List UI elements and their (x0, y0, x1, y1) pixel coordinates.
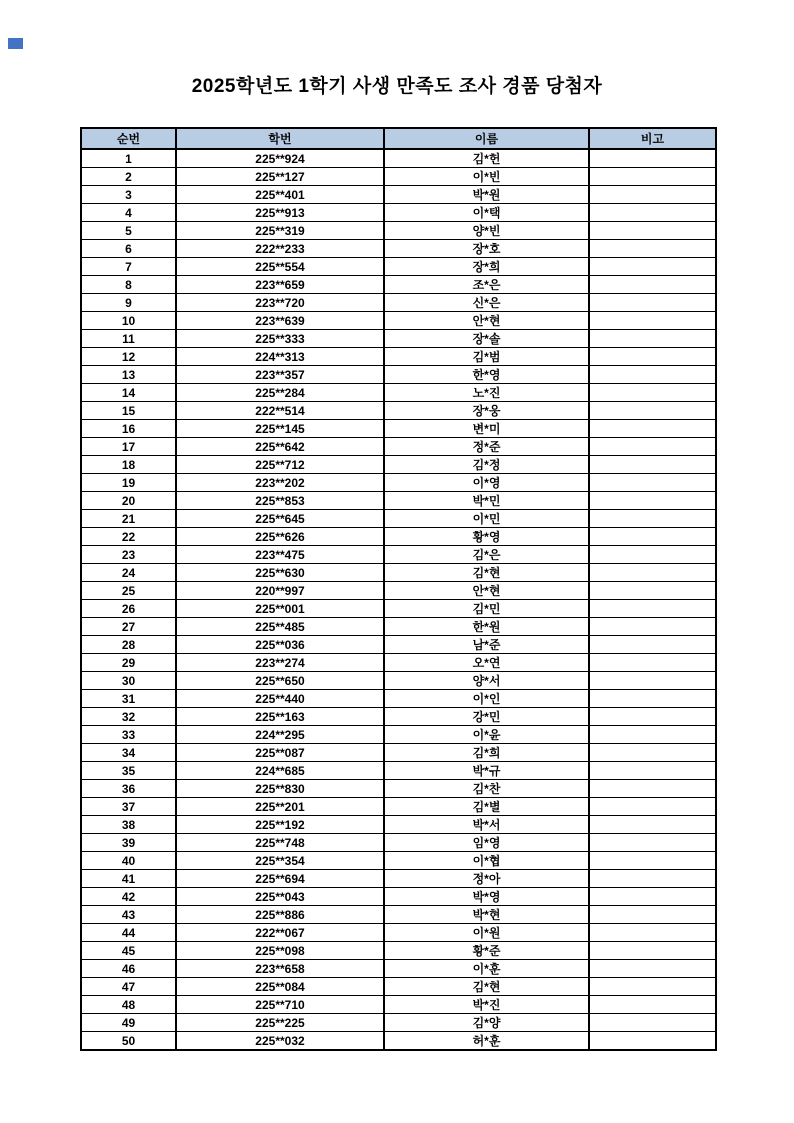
cell-name: 김*희 (384, 744, 589, 762)
cell-no: 35 (81, 762, 176, 780)
table-row (81, 636, 716, 654)
cell-no: 2 (81, 168, 176, 186)
cell-student-id: 225**201 (176, 798, 384, 816)
cell-note (589, 312, 716, 330)
cell-note (589, 258, 716, 276)
cell-no: 16 (81, 420, 176, 438)
cell-no: 37 (81, 798, 176, 816)
cell-name: 장*웅 (384, 402, 589, 420)
table-row (81, 258, 716, 276)
cell-no: 8 (81, 276, 176, 294)
cell-note (589, 780, 716, 798)
cell-note (589, 852, 716, 870)
cell-student-id: 225**087 (176, 744, 384, 762)
cell-name: 강*민 (384, 708, 589, 726)
cell-note (589, 420, 716, 438)
cell-note (589, 510, 716, 528)
table-row (81, 852, 716, 870)
cell-note (589, 1014, 716, 1032)
cell-student-id: 225**694 (176, 870, 384, 888)
cell-student-id: 225**630 (176, 564, 384, 582)
table-row (81, 996, 716, 1014)
cell-no: 6 (81, 240, 176, 258)
cell-note (589, 744, 716, 762)
cell-note (589, 438, 716, 456)
table-row (81, 510, 716, 528)
cell-name: 안*현 (384, 312, 589, 330)
cell-note (589, 546, 716, 564)
cell-no: 11 (81, 330, 176, 348)
cell-no: 34 (81, 744, 176, 762)
table-row (81, 149, 716, 168)
cell-note (589, 402, 716, 420)
cell-no: 47 (81, 978, 176, 996)
cell-name: 김*양 (384, 1014, 589, 1032)
cell-name: 박*진 (384, 996, 589, 1014)
table-row (81, 528, 716, 546)
cell-no: 24 (81, 564, 176, 582)
cell-note (589, 672, 716, 690)
cell-no: 28 (81, 636, 176, 654)
cell-no: 22 (81, 528, 176, 546)
cell-name: 김*헌 (384, 149, 589, 168)
cell-name: 변*미 (384, 420, 589, 438)
cell-student-id: 225**354 (176, 852, 384, 870)
cell-student-id: 225**001 (176, 600, 384, 618)
cell-student-id: 225**036 (176, 636, 384, 654)
table-row (81, 798, 716, 816)
cell-student-id: 225**098 (176, 942, 384, 960)
cell-name: 황*준 (384, 942, 589, 960)
table-row (81, 924, 716, 942)
cell-no: 14 (81, 384, 176, 402)
cell-name: 임*영 (384, 834, 589, 852)
cell-name: 황*영 (384, 528, 589, 546)
table-row (81, 870, 716, 888)
cell-no: 18 (81, 456, 176, 474)
cell-student-id: 225**485 (176, 618, 384, 636)
table-row (81, 834, 716, 852)
table-row (81, 708, 716, 726)
table-row (81, 546, 716, 564)
cell-no: 4 (81, 204, 176, 222)
cell-note (589, 960, 716, 978)
column-header-note: 비고 (589, 128, 716, 149)
cell-student-id: 223**720 (176, 294, 384, 312)
table-row (81, 726, 716, 744)
table-row (81, 564, 716, 582)
table-row (81, 762, 716, 780)
cell-student-id: 225**440 (176, 690, 384, 708)
table-row (81, 276, 716, 294)
cell-no: 50 (81, 1032, 176, 1051)
cell-student-id: 225**830 (176, 780, 384, 798)
cell-student-id: 222**233 (176, 240, 384, 258)
cell-student-id: 225**748 (176, 834, 384, 852)
table-row (81, 1014, 716, 1032)
table-row (81, 222, 716, 240)
cell-note (589, 618, 716, 636)
cell-student-id: 225**032 (176, 1032, 384, 1051)
cell-no: 26 (81, 600, 176, 618)
cell-note (589, 330, 716, 348)
cell-no: 19 (81, 474, 176, 492)
cell-no: 15 (81, 402, 176, 420)
cell-no: 40 (81, 852, 176, 870)
cell-name: 박*현 (384, 906, 589, 924)
cell-note (589, 294, 716, 312)
cell-note (589, 186, 716, 204)
cell-name: 한*원 (384, 618, 589, 636)
page-title: 2025학년도 1학기 사생 만족도 조사 경품 당첨자 (191, 76, 603, 97)
cell-no: 3 (81, 186, 176, 204)
table-row (81, 1032, 716, 1051)
table-row (81, 618, 716, 636)
cell-student-id: 225**924 (176, 149, 384, 168)
cell-student-id: 223**475 (176, 546, 384, 564)
table-row (81, 420, 716, 438)
table-row (81, 384, 716, 402)
cell-student-id: 222**514 (176, 402, 384, 420)
cell-student-id: 225**333 (176, 330, 384, 348)
cell-student-id: 223**659 (176, 276, 384, 294)
column-header-name: 이름 (384, 128, 589, 149)
cell-name: 이*협 (384, 852, 589, 870)
table-row (81, 312, 716, 330)
cell-note (589, 240, 716, 258)
cell-note (589, 564, 716, 582)
cell-name: 장*희 (384, 258, 589, 276)
cell-no: 27 (81, 618, 176, 636)
cell-name: 이*빈 (384, 168, 589, 186)
cell-no: 12 (81, 348, 176, 366)
cell-student-id: 225**650 (176, 672, 384, 690)
cell-name: 김*현 (384, 564, 589, 582)
cell-note (589, 168, 716, 186)
cell-note (589, 834, 716, 852)
cell-name: 정*아 (384, 870, 589, 888)
table-row (81, 330, 716, 348)
cell-no: 38 (81, 816, 176, 834)
cell-student-id: 225**127 (176, 168, 384, 186)
cell-no: 44 (81, 924, 176, 942)
table-row (81, 942, 716, 960)
cell-no: 45 (81, 942, 176, 960)
cell-no: 36 (81, 780, 176, 798)
cell-note (589, 654, 716, 672)
cell-note (589, 474, 716, 492)
table-row (81, 690, 716, 708)
cell-student-id: 225**163 (176, 708, 384, 726)
cell-note (589, 636, 716, 654)
cell-student-id: 223**658 (176, 960, 384, 978)
cell-note (589, 906, 716, 924)
cell-note (589, 888, 716, 906)
cell-name: 한*영 (384, 366, 589, 384)
cell-name: 조*은 (384, 276, 589, 294)
cell-note (589, 816, 716, 834)
table-row (81, 456, 716, 474)
table-row (81, 816, 716, 834)
cell-student-id: 225**225 (176, 1014, 384, 1032)
cell-student-id: 223**639 (176, 312, 384, 330)
cell-note (589, 690, 716, 708)
cell-name: 김*정 (384, 456, 589, 474)
cell-note (589, 204, 716, 222)
cell-student-id: 224**295 (176, 726, 384, 744)
table-row (81, 294, 716, 312)
cell-no: 25 (81, 582, 176, 600)
cell-name: 양*서 (384, 672, 589, 690)
cell-no: 21 (81, 510, 176, 528)
cell-no: 31 (81, 690, 176, 708)
cell-no: 9 (81, 294, 176, 312)
cell-note (589, 924, 716, 942)
cell-note (589, 870, 716, 888)
cell-no: 5 (81, 222, 176, 240)
table-row (81, 492, 716, 510)
cell-name: 노*진 (384, 384, 589, 402)
cell-name: 박*원 (384, 186, 589, 204)
cell-student-id: 225**853 (176, 492, 384, 510)
cell-name: 김*찬 (384, 780, 589, 798)
cell-name: 양*빈 (384, 222, 589, 240)
cell-student-id: 225**145 (176, 420, 384, 438)
cell-no: 33 (81, 726, 176, 744)
cell-name: 김*별 (384, 798, 589, 816)
cell-name: 박*규 (384, 762, 589, 780)
cell-student-id: 225**401 (176, 186, 384, 204)
cell-no: 17 (81, 438, 176, 456)
table-row (81, 474, 716, 492)
cell-student-id: 225**084 (176, 978, 384, 996)
cell-no: 13 (81, 366, 176, 384)
table-header-row (81, 128, 716, 149)
cell-name: 이*민 (384, 510, 589, 528)
table-row (81, 888, 716, 906)
cell-note (589, 492, 716, 510)
cell-student-id: 225**712 (176, 456, 384, 474)
cell-student-id: 225**319 (176, 222, 384, 240)
cell-note (589, 366, 716, 384)
cell-student-id: 225**642 (176, 438, 384, 456)
cell-name: 정*준 (384, 438, 589, 456)
cell-student-id: 223**274 (176, 654, 384, 672)
winners-table (80, 127, 717, 1051)
cell-name: 장*호 (384, 240, 589, 258)
cell-no: 48 (81, 996, 176, 1014)
table-row (81, 438, 716, 456)
cell-note (589, 762, 716, 780)
table-row (81, 186, 716, 204)
cell-name: 김*범 (384, 348, 589, 366)
cell-no: 29 (81, 654, 176, 672)
table-row (81, 906, 716, 924)
cell-student-id: 225**284 (176, 384, 384, 402)
cell-no: 42 (81, 888, 176, 906)
table-row (81, 672, 716, 690)
cell-student-id: 223**202 (176, 474, 384, 492)
cell-note (589, 600, 716, 618)
cell-name: 김*민 (384, 600, 589, 618)
cell-no: 20 (81, 492, 176, 510)
table-row (81, 600, 716, 618)
cell-note (589, 978, 716, 996)
cell-note (589, 708, 716, 726)
cell-no: 46 (81, 960, 176, 978)
table-row (81, 654, 716, 672)
cell-student-id: 223**357 (176, 366, 384, 384)
cell-student-id: 225**645 (176, 510, 384, 528)
cell-name: 이*택 (384, 204, 589, 222)
cell-note (589, 384, 716, 402)
cell-name: 오*연 (384, 654, 589, 672)
cell-student-id: 225**886 (176, 906, 384, 924)
cell-no: 49 (81, 1014, 176, 1032)
cell-no: 7 (81, 258, 176, 276)
cell-name: 이*인 (384, 690, 589, 708)
cell-note (589, 528, 716, 546)
table-row (81, 348, 716, 366)
cell-note (589, 456, 716, 474)
cell-no: 30 (81, 672, 176, 690)
cell-note (589, 1032, 716, 1051)
cell-note (589, 348, 716, 366)
cell-name: 이*원 (384, 924, 589, 942)
table-row (81, 582, 716, 600)
table-row (81, 960, 716, 978)
cell-no: 10 (81, 312, 176, 330)
cell-student-id: 220**997 (176, 582, 384, 600)
cell-name: 박*서 (384, 816, 589, 834)
table-row (81, 366, 716, 384)
cell-note (589, 222, 716, 240)
cell-name: 김*은 (384, 546, 589, 564)
cell-note (589, 942, 716, 960)
cell-note (589, 149, 716, 168)
cell-name: 안*현 (384, 582, 589, 600)
blue-square-mark (8, 38, 23, 49)
cell-no: 41 (81, 870, 176, 888)
table-row (81, 978, 716, 996)
cell-name: 장*솔 (384, 330, 589, 348)
cell-no: 32 (81, 708, 176, 726)
table-row (81, 402, 716, 420)
cell-name: 이*훈 (384, 960, 589, 978)
cell-student-id: 224**685 (176, 762, 384, 780)
cell-note (589, 276, 716, 294)
column-header-no: 순번 (81, 128, 176, 149)
cell-student-id: 225**043 (176, 888, 384, 906)
cell-no: 1 (81, 149, 176, 168)
cell-note (589, 726, 716, 744)
cell-name: 이*윤 (384, 726, 589, 744)
cell-student-id: 224**313 (176, 348, 384, 366)
cell-name: 허*훈 (384, 1032, 589, 1051)
cell-no: 23 (81, 546, 176, 564)
table-row (81, 204, 716, 222)
cell-no: 43 (81, 906, 176, 924)
cell-student-id: 225**913 (176, 204, 384, 222)
table-row (81, 780, 716, 798)
cell-student-id: 225**192 (176, 816, 384, 834)
cell-student-id: 225**710 (176, 996, 384, 1014)
cell-note (589, 996, 716, 1014)
table-row (81, 744, 716, 762)
cell-name: 김*현 (384, 978, 589, 996)
cell-note (589, 582, 716, 600)
cell-name: 이*영 (384, 474, 589, 492)
cell-student-id: 225**554 (176, 258, 384, 276)
cell-student-id: 222**067 (176, 924, 384, 942)
cell-no: 39 (81, 834, 176, 852)
column-header-student-id: 학번 (176, 128, 384, 149)
cell-name: 박*영 (384, 888, 589, 906)
cell-note (589, 798, 716, 816)
cell-name: 신*은 (384, 294, 589, 312)
cell-name: 남*준 (384, 636, 589, 654)
cell-name: 박*민 (384, 492, 589, 510)
table-row (81, 240, 716, 258)
cell-student-id: 225**626 (176, 528, 384, 546)
table-row (81, 168, 716, 186)
